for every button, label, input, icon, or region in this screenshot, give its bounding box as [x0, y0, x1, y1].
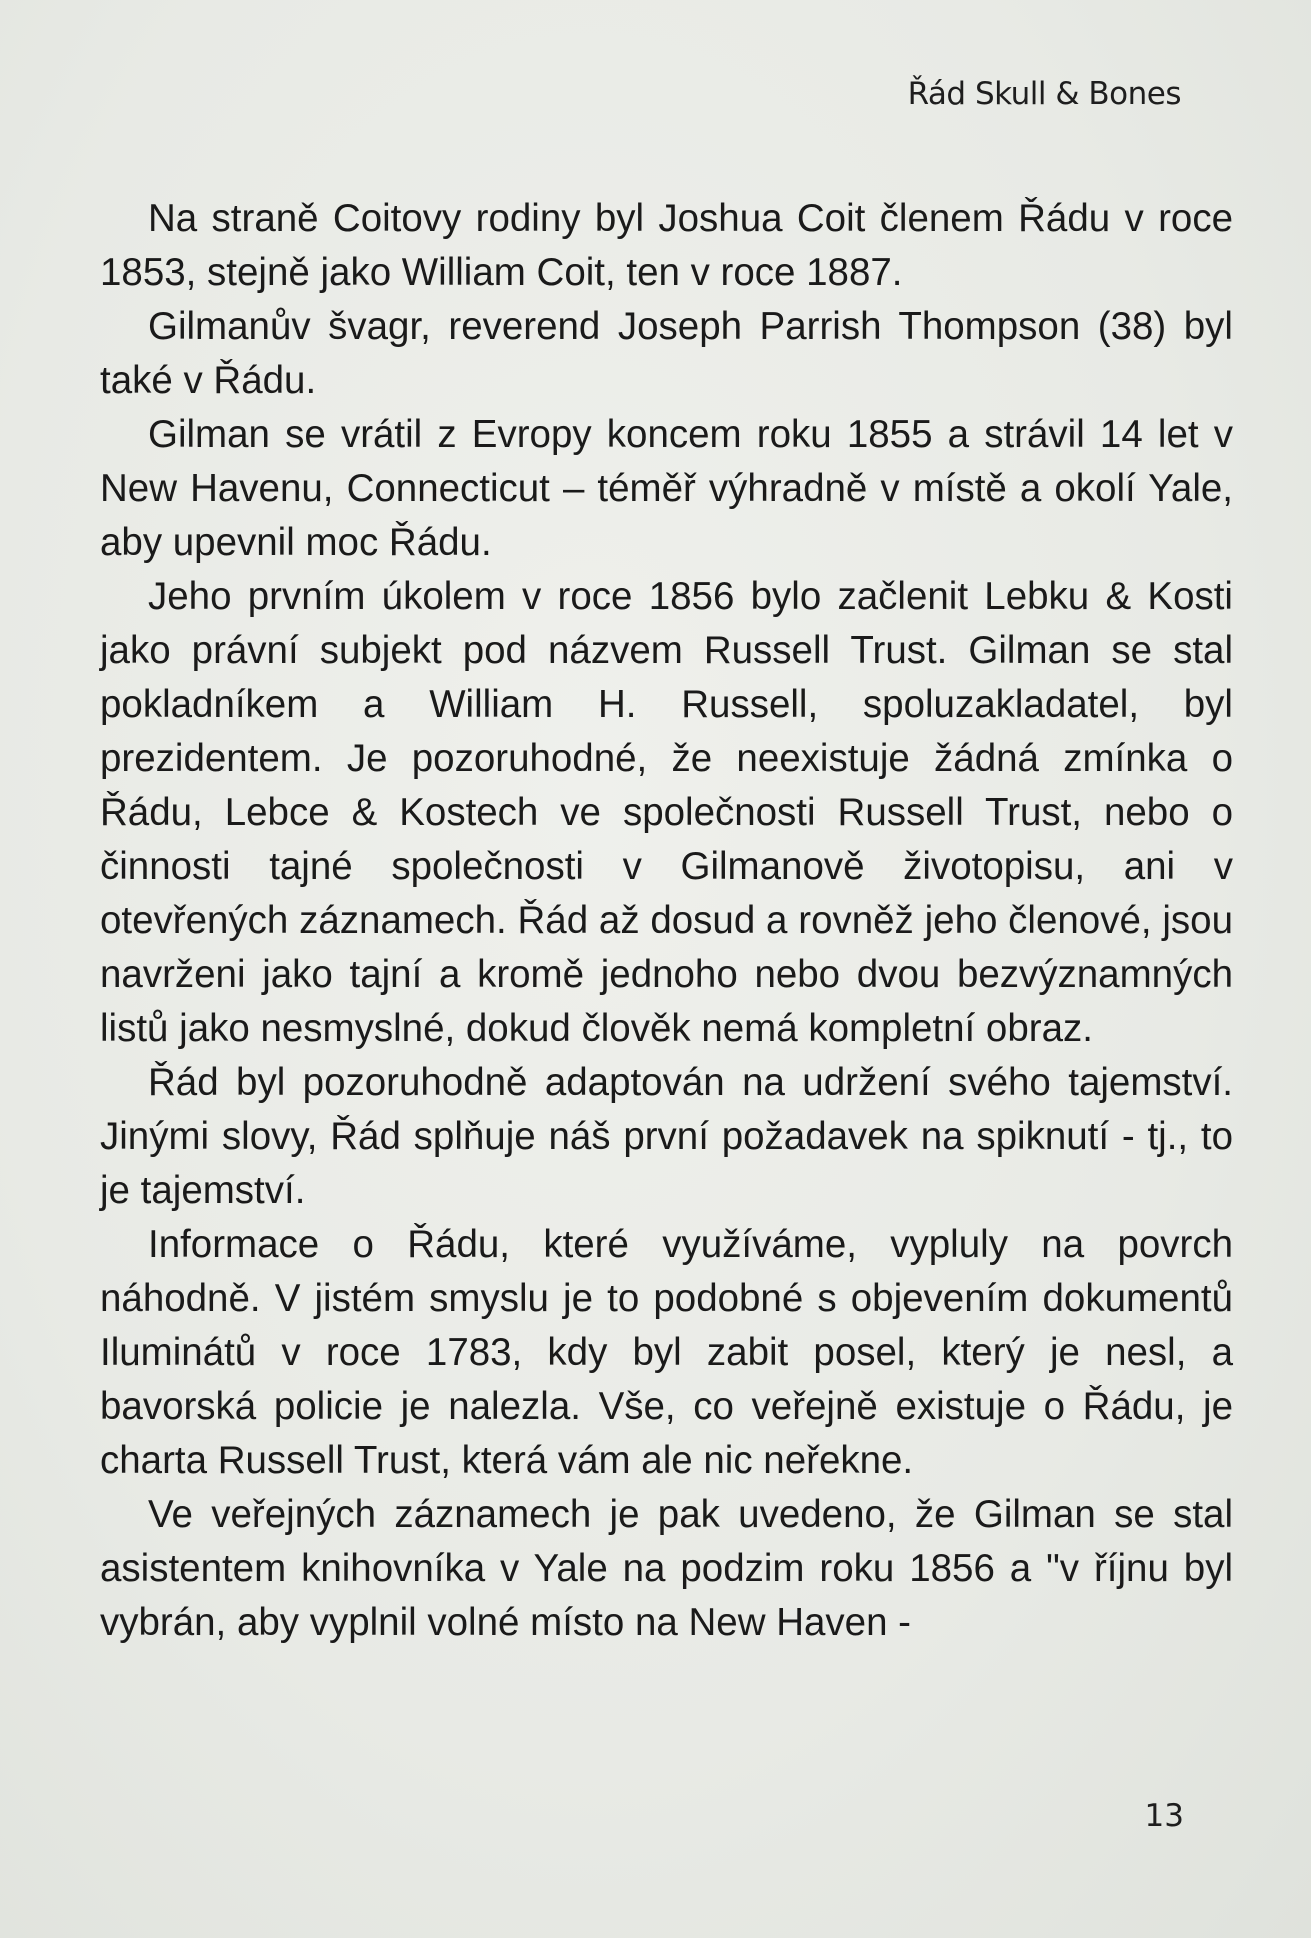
paragraph-7: Ve veřejných záznamech je pak uvedeno, že Gilman se stal asistentem knihovníka v Yale na podzim roku 1856 a "v říjnu byl vybrán, aby vyplnil volné místo na New Haven - [100, 1493, 1233, 1644]
body-text [100, 192, 1233, 1650]
page-number: 13 [1144, 1798, 1184, 1834]
paragraph-6: Informace o Řádu, které využíváme, vypluly na povrch náhodně. V jistém smyslu je to podobné s objevením dokumentů Iluminátů v roce 1783, kdy byl zabit posel, který je nesl, a bavorská policie je nalezla. Vše, co veřejně existuje o Řádu, je charta Russell Trust, která vám ale nic neřekne. [100, 1223, 1233, 1482]
paragraph-3: Gilman se vrátil z Evropy koncem roku 1855 a strávil 14 let v New Havenu, Connecticut – téměř výhradně v místě a okolí Yale, aby upevnil moc Řádu. [100, 413, 1233, 564]
paragraph-4: Jeho prvním úkolem v roce 1856 bylo začlenit Lebku & Kosti jako právní subjekt pod názvem Russell Trust. Gilman se stal pokladníkem a William H. Russell, spoluzakladatel, byl prezidentem. Je pozoruhodné, že neexistuje žádná zmínka o Řádu, Lebce & Kostech ve společnosti Russell Trust, nebo o činnosti tajné společnosti v Gilmanově životopisu, ani v otevřených záznamech. Řád až dosud a rovněž jeho členové, jsou navrženi jako tajní a kromě jednoho nebo dvou bezvýznamných listů jako nesmyslné, dokud člověk nemá kompletní obraz. [100, 575, 1233, 1050]
paragraph-1: Na straně Coitovy rodiny byl Joshua Coit členem Řádu v roce 1853, stejně jako William Coit, ten v roce 1887. [100, 197, 1233, 294]
paragraph-2: Gilmanův švagr, reverend Joseph Parrish Thompson (38) byl také v Řádu. [100, 305, 1233, 402]
paragraph-5: Řád byl pozoruhodně adaptován na udržení svého tajemství. Jinými slovy, Řád splňuje náš první požadavek na spiknutí - tj., to je tajemství. [100, 1061, 1233, 1212]
running-head: Řád Skull & Bones [907, 76, 1181, 112]
